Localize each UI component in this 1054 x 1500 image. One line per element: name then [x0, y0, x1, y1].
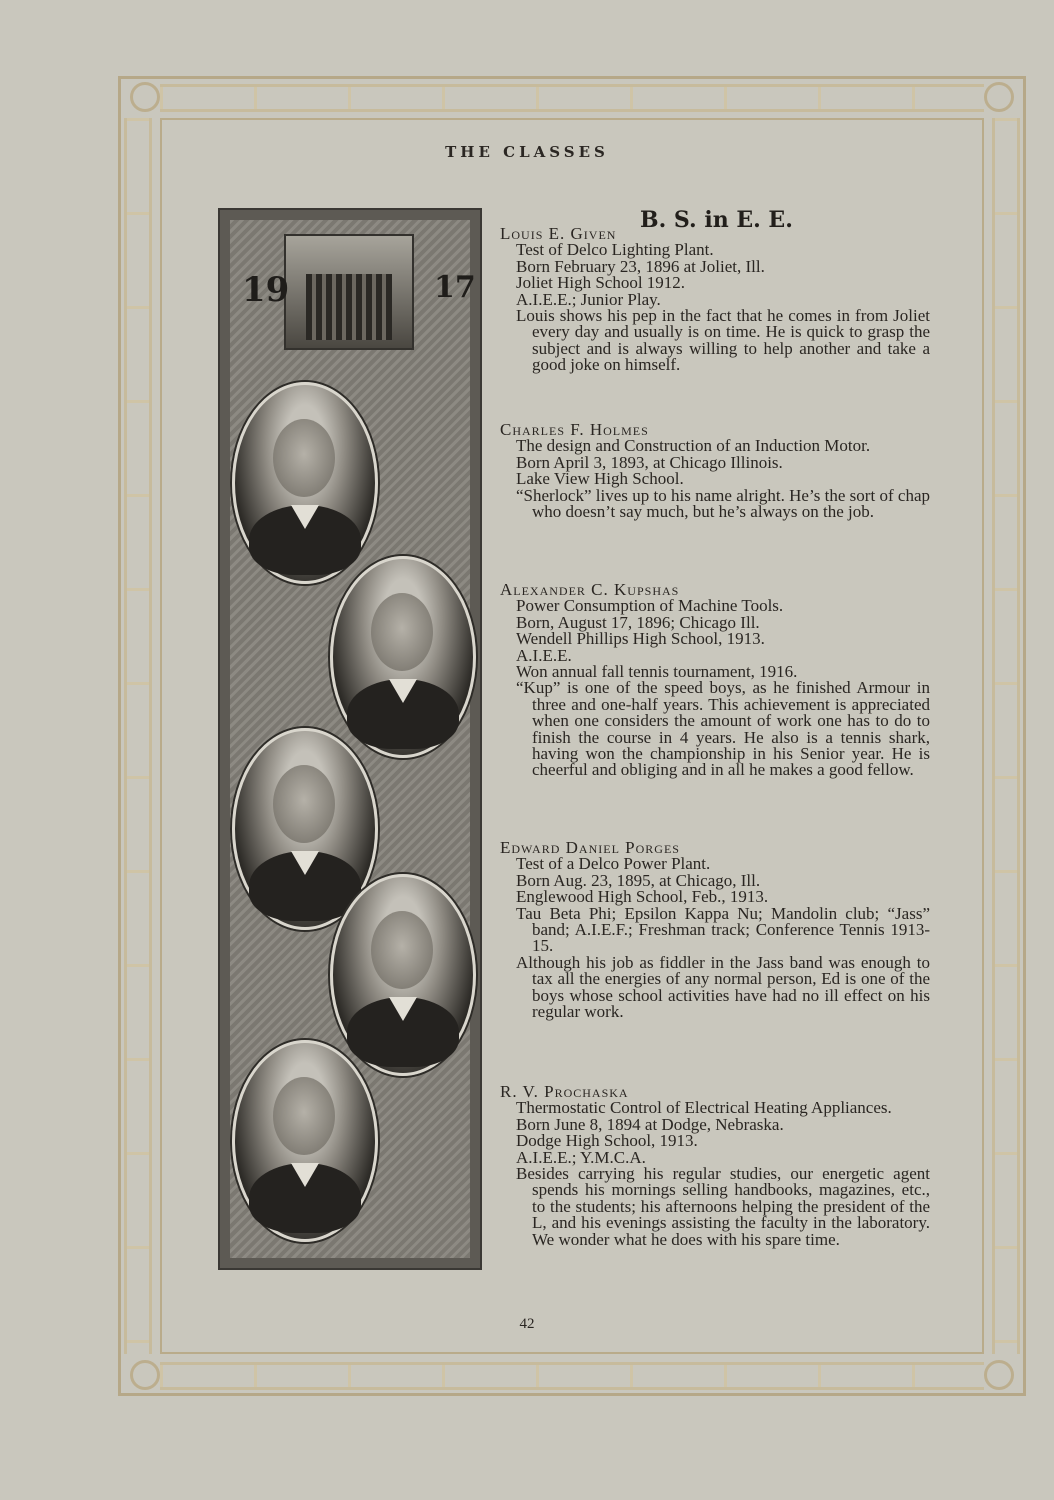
thesis-title: Test of a Delco Power Plant.: [516, 854, 711, 874]
birth-info: Born February 23, 1896 at Joliet, Ill.: [516, 256, 765, 276]
corner-ornament: [984, 1360, 1014, 1390]
bottom-border-band: [160, 1362, 984, 1390]
high-school: Lake View High School.: [516, 469, 684, 489]
student-name: Alexander C. Kupshas: [500, 580, 680, 599]
thesis-title: Thermostatic Control of Electrical Heating Appliances.: [516, 1098, 892, 1118]
student-name: Louis E. Given: [500, 224, 617, 243]
high-school: Dodge High School, 1913.: [516, 1131, 698, 1151]
student-entry: [500, 582, 930, 779]
portrait-photo: [232, 382, 378, 584]
year-numeral-right: 17: [434, 270, 476, 305]
student-entry: [500, 422, 930, 520]
campus-building-illustration: [284, 234, 414, 350]
left-border-band: [124, 118, 152, 1354]
corner-ornament: [130, 82, 160, 112]
activities: A.I.E.E.: [516, 645, 572, 665]
high-school: Englewood High School, Feb., 1913.: [516, 887, 769, 907]
top-border-band: [160, 84, 984, 112]
activities: A.I.E.E.; Junior Play.: [516, 289, 661, 309]
year-numeral-left: 19: [242, 270, 290, 310]
activities: A.I.E.E.; Y.M.C.A.: [516, 1147, 646, 1167]
thesis-title: The design and Construction of an Induction Motor.: [516, 436, 871, 456]
student-entry: [500, 1084, 930, 1248]
student-entry: [500, 226, 930, 374]
photo-panel: [218, 208, 482, 1270]
high-school: Joliet High School 1912.: [516, 273, 686, 293]
student-name: R. V. Prochaska: [500, 1082, 629, 1101]
student-name: Charles F. Holmes: [500, 420, 649, 439]
bio-text: “Sherlock” lives up to his name alright. He’s the sort of chap who doesn’t say much, but he’s always on the job.: [516, 485, 930, 522]
thesis-title: Power Consumption of Machine Tools.: [516, 596, 784, 616]
bio-text: Although his job as fiddler in the Jass band was enough to tax all the energies of any normal person, Ed is one of the boys whose school activities have had no ill effect on his regular work.: [516, 952, 930, 1022]
page-number: 42: [519, 1316, 535, 1332]
right-border-band: [992, 118, 1020, 1354]
birth-info: Born June 8, 1894 at Dodge, Nebraska.: [516, 1114, 784, 1134]
honors: Won annual fall tennis tournament, 1916.: [516, 662, 798, 682]
bio-text: Louis shows his pep in the fact that he comes in from Joliet every day and usually is on time. He is quick to grasp the subject and is always willing to help another and take a good joke on himself.: [516, 306, 930, 375]
birth-info: Born, August 17, 1896; Chicago Ill.: [516, 612, 760, 632]
thesis-title: Test of Delco Lighting Plant.: [516, 240, 714, 260]
building-image: [306, 274, 392, 340]
birth-info: Born Aug. 23, 1895, at Chicago, Ill.: [516, 870, 761, 890]
bio-text: Besides carrying his regular studies, our energetic agent spends his mornings selling handbooks, magazines, etc., to the students; his afternoons helping the president of the L, and his evenings assisting the faculty in the laboratory. We wonder what he does with his spare time.: [516, 1164, 930, 1249]
activities: Tau Beta Phi; Epsilon Kappa Nu; Mandolin club; “Jass” band; A.I.E.F.; Freshman track; Conference Tennis 1913-15.: [516, 903, 930, 956]
corner-ornament: [130, 1360, 160, 1390]
portrait-photo: [232, 1040, 378, 1242]
portrait-photo: [330, 556, 476, 758]
birth-info: Born April 3, 1893, at Chicago Illinois.: [516, 452, 783, 472]
student-name: Edward Daniel Porges: [500, 838, 680, 857]
section-title: B. S. in E. E.: [640, 207, 793, 233]
corner-ornament: [984, 82, 1014, 112]
high-school: Wendell Phillips High School, 1913.: [516, 629, 765, 649]
student-entry: [500, 840, 930, 1020]
portrait-photo: [330, 874, 476, 1076]
bio-text: “Kup” is one of the speed boys, as he finished Armour in three and one-half years. This achievement is appreciated when one considers the amount of work one has to do to finish the course in 4 years. He also is a tennis shark, having won the championship in his Senior year. He is cheerful and obliging and in all he makes a good fellow.: [516, 678, 930, 780]
running-head: THE CLASSES: [445, 143, 609, 161]
